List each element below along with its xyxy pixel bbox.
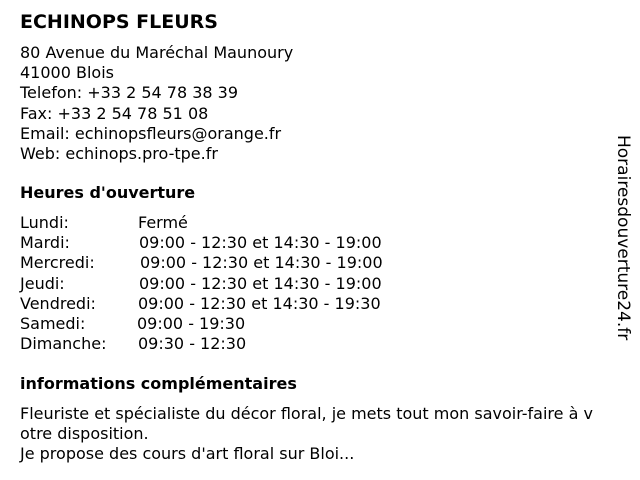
site-watermark: Horairesdouverture24.fr <box>613 135 633 341</box>
day-label: Jeudi: <box>20 273 65 293</box>
phone-number: Telefon: +33 2 54 78 38 39 <box>20 83 239 103</box>
day-label: Mardi: <box>20 233 70 253</box>
website-address: Web: echinops.pro-tpe.fr <box>20 144 218 164</box>
time-value: 09:30 - 12:30 <box>138 334 247 354</box>
fax-number: Fax: +33 2 54 78 51 08 <box>20 103 209 123</box>
description-line: Je propose des cours d'art floral sur Bloi... <box>20 444 355 464</box>
description-line: Fleuriste et spécialiste du décor floral, je mets tout mon savoir-faire à votre disposition. <box>20 404 593 444</box>
day-label: Lundi: <box>20 213 69 232</box>
time-value: 09:00 - 19:30 <box>137 313 246 333</box>
email-address: Email: echinopsfleurs@orange.fr <box>20 123 282 143</box>
time-value: 09:00 - 12:30 et 14:30 - 19:30 <box>138 293 381 313</box>
time-value: Fermé <box>138 213 188 232</box>
contact-block <box>20 43 293 164</box>
time-value: 09:00 - 12:30 et 14:30 - 19:00 <box>140 253 383 273</box>
time-value: 09:00 - 12:30 et 14:30 - 19:00 <box>139 233 382 253</box>
day-label: Mercredi: <box>20 253 95 273</box>
address-city: 41000 Blois <box>20 63 114 83</box>
opening-hours-heading: Heures d'ouverture <box>20 183 196 202</box>
day-label: Dimanche: <box>20 334 107 354</box>
address-street: 80 Avenue du Maréchal Maunoury <box>20 43 294 62</box>
additional-info-heading: informations complémentaires <box>20 374 297 393</box>
additional-info-text <box>20 404 595 465</box>
day-label: Vendredi: <box>20 293 96 313</box>
time-value: 09:00 - 12:30 et 14:30 - 19:00 <box>139 273 382 293</box>
business-name: ECHINOPS FLEURS <box>20 11 218 33</box>
day-label: Samedi: <box>20 313 86 333</box>
